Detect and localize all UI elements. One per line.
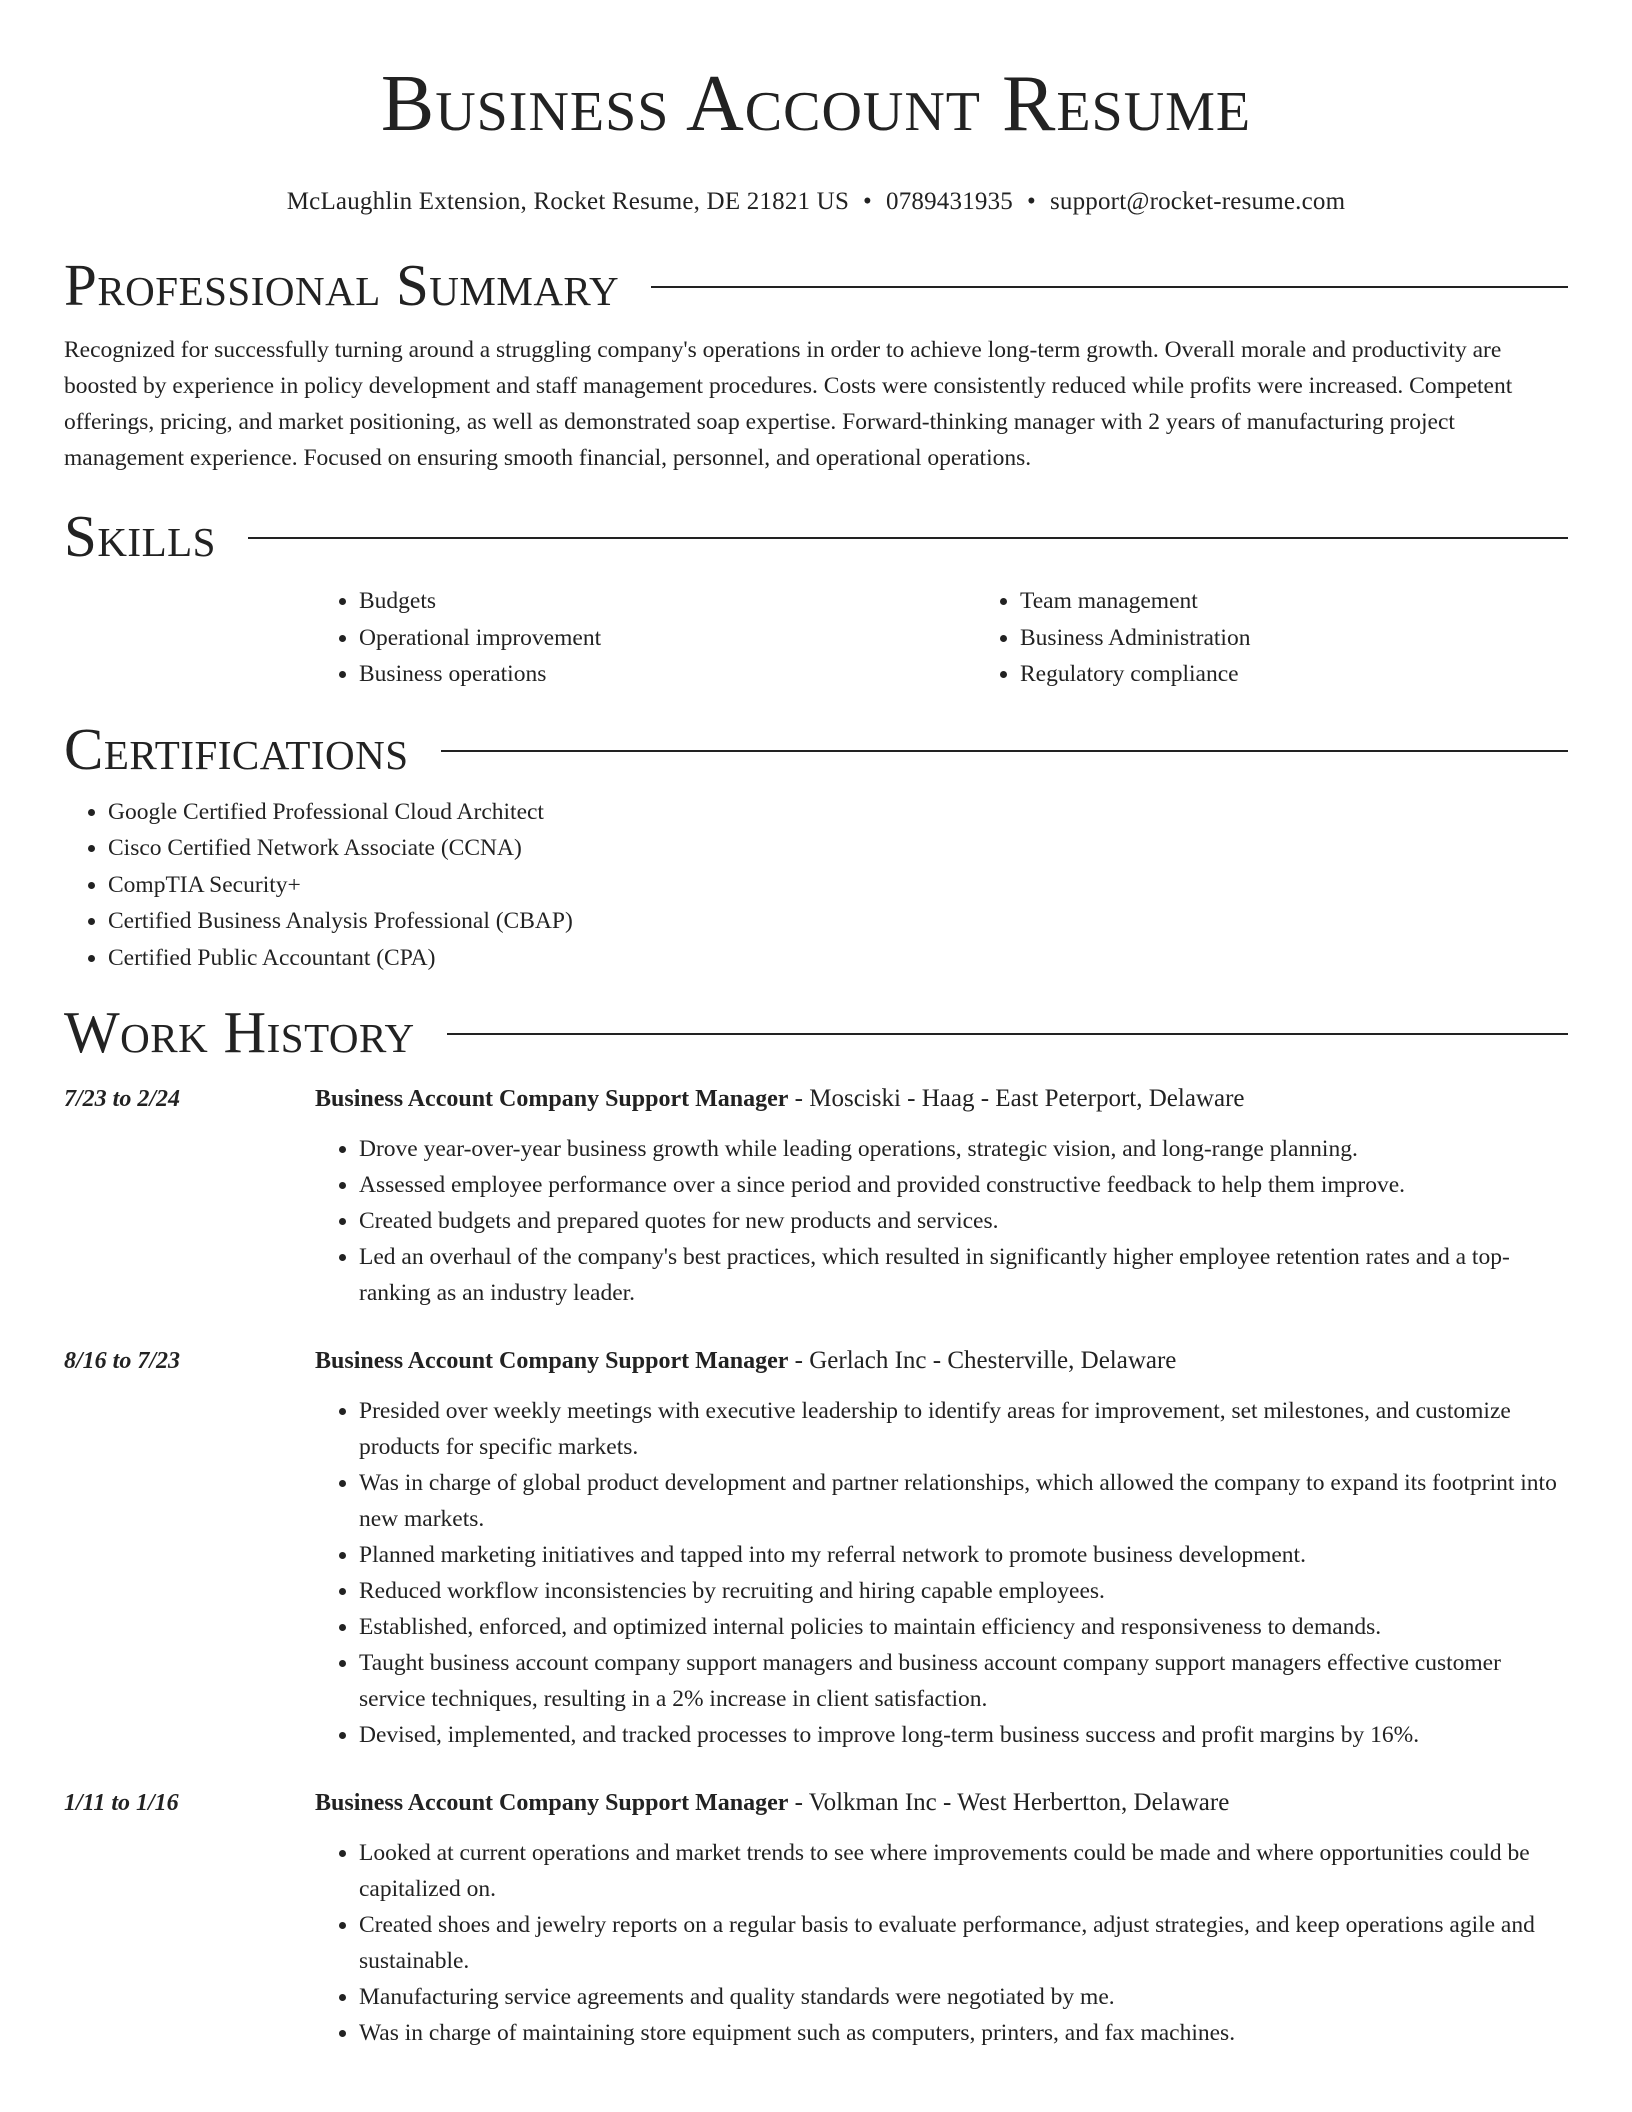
resume-title: Business Account Resume	[380, 60, 1252, 148]
contact-separator: •	[863, 188, 872, 215]
section-divider	[441, 750, 1568, 752]
work-history-section-header	[64, 999, 1568, 1065]
skills-list	[315, 583, 1568, 693]
job-bullet: • Devised, implemented, and tracked processes to improve long-term business success and profit margins by 16%.	[359, 1717, 1568, 1753]
certifications-section-header	[64, 716, 1568, 782]
certification-item: • Google Certified Professional Cloud Architect	[108, 794, 1568, 831]
job-bullet: • Led an overhaul of the company's best practices, which resulted in significantly higher employee retention rates and a top-ranking as an industry leader.	[359, 1239, 1568, 1311]
job-title-line	[315, 1785, 1568, 1821]
job-role: Business Account Company Support Manager	[315, 1790, 789, 1816]
job-bullet: • Looked at current operations and market trends to see where improvements could be made and where opportunities could be capitalized on.	[359, 1835, 1568, 1907]
skill-item: • Regulatory compliance	[1020, 656, 1632, 693]
certifications-heading: Certifications	[64, 715, 409, 782]
section-divider	[651, 286, 1568, 288]
skills-column-right	[976, 583, 1632, 693]
job-details	[315, 1785, 1568, 2051]
job-bullet: • Drove year-over-year business growth while leading operations, strategic vision, and long-range planning.	[359, 1131, 1568, 1167]
job-bullet: • Was in charge of global product development and partner relationships, which allowed the company to expand its footprint into new markets.	[359, 1465, 1568, 1537]
skill-item: • Budgets	[359, 583, 976, 620]
section-divider	[447, 1033, 1568, 1035]
certification-item: • Certified Business Analysis Professional (CBAP)	[108, 903, 1568, 940]
job-bullets	[315, 1393, 1568, 1753]
job-role: Business Account Company Support Manager	[315, 1086, 789, 1112]
job-title-line	[315, 1343, 1568, 1379]
skill-item: • Business Administration	[1020, 620, 1632, 657]
certification-item: • CompTIA Security+	[108, 867, 1568, 904]
work-history-heading: Work History	[64, 999, 415, 1065]
job-bullet: • Assessed employee performance over a since period and provided constructive feedback to help them improve.	[359, 1167, 1568, 1203]
skills-heading: Skills	[64, 503, 216, 569]
job-bullet: • Planned marketing initiatives and tapped into my referral network to promote business development.	[359, 1537, 1568, 1573]
job-entry	[64, 1081, 1568, 1311]
job-bullets	[315, 1835, 1568, 2051]
skill-item: • Business operations	[359, 656, 976, 693]
section-divider	[248, 537, 1568, 539]
skill-item: • Team management	[1020, 583, 1632, 620]
job-entry	[64, 1785, 1568, 2051]
job-bullet: • Established, enforced, and optimized internal policies to maintain efficiency and responsiveness to demands.	[359, 1609, 1568, 1645]
contact-address: McLaughlin Extension, Rocket Resume, DE 21821 US	[286, 188, 850, 215]
certification-item: • Certified Public Accountant (CPA)	[108, 940, 1568, 977]
job-bullet: • Reduced workflow inconsistencies by recruiting and hiring capable employees.	[359, 1573, 1568, 1609]
summary-heading: Professional Summary	[64, 252, 620, 318]
job-employer: - Volkman Inc - West Herbertton, Delaware	[788, 1789, 1230, 1816]
job-bullet: • Created shoes and jewelry reports on a regular basis to evaluate performance, adjust strategies, and keep operations agile and sustainable.	[359, 1907, 1568, 1979]
job-dates: 1/11 to 1/16	[64, 1790, 179, 1816]
certifications-list	[64, 794, 1568, 977]
summary-section-header	[64, 252, 1568, 318]
skills-column-left	[315, 583, 976, 693]
certification-item: • Cisco Certified Network Associate (CCNA)	[108, 830, 1568, 867]
job-bullet: • Was in charge of maintaining store equipment such as computers, printers, and fax machines.	[359, 2015, 1568, 2051]
job-bullets	[315, 1131, 1568, 1311]
contact-email[interactable]: support@rocket-resume.com	[1049, 188, 1346, 215]
contact-line	[64, 186, 1568, 218]
skill-item: • Operational improvement	[359, 620, 976, 657]
job-details	[315, 1343, 1568, 1753]
skills-section-header	[64, 503, 1568, 569]
job-title-line	[315, 1081, 1568, 1117]
contact-separator: •	[1027, 188, 1036, 215]
job-dates: 8/16 to 7/23	[64, 1348, 181, 1374]
job-entry	[64, 1343, 1568, 1753]
job-role: Business Account Company Support Manager	[315, 1348, 789, 1374]
job-employer: - Gerlach Inc - Chesterville, Delaware	[788, 1347, 1177, 1374]
contact-phone: 0789431935	[886, 188, 1013, 215]
job-dates: 7/23 to 2/24	[64, 1086, 181, 1112]
job-bullet: • Presided over weekly meetings with executive leadership to identify areas for improvement, set milestones, and customize products for specific markets.	[359, 1393, 1568, 1465]
job-details	[315, 1081, 1568, 1311]
summary-text: Recognized for successfully turning around a struggling company's operations in order to achieve long-term growth. Overall morale and productivity are boosted by experience in policy development and staff management procedures. Costs were consistently reduced while profits were increased. Competent offerings, pricing, and market positioning, as well as demonstrated soap expertise. Forward-thinking manager with 2 years of manufacturing project management experience. Focused on ensuring smooth financial, personnel, and operational operations.	[64, 337, 1513, 471]
job-employer: - Mosciski - Haag - East Peterport, Delaware	[788, 1085, 1245, 1112]
job-bullet: • Taught business account company support managers and business account company support managers effective customer service techniques, resulting in a 2% increase in client satisfaction.	[359, 1645, 1568, 1717]
job-bullet: • Manufacturing service agreements and quality standards were negotiated by me.	[359, 1979, 1568, 2015]
job-bullet: • Created budgets and prepared quotes for new products and services.	[359, 1203, 1568, 1239]
